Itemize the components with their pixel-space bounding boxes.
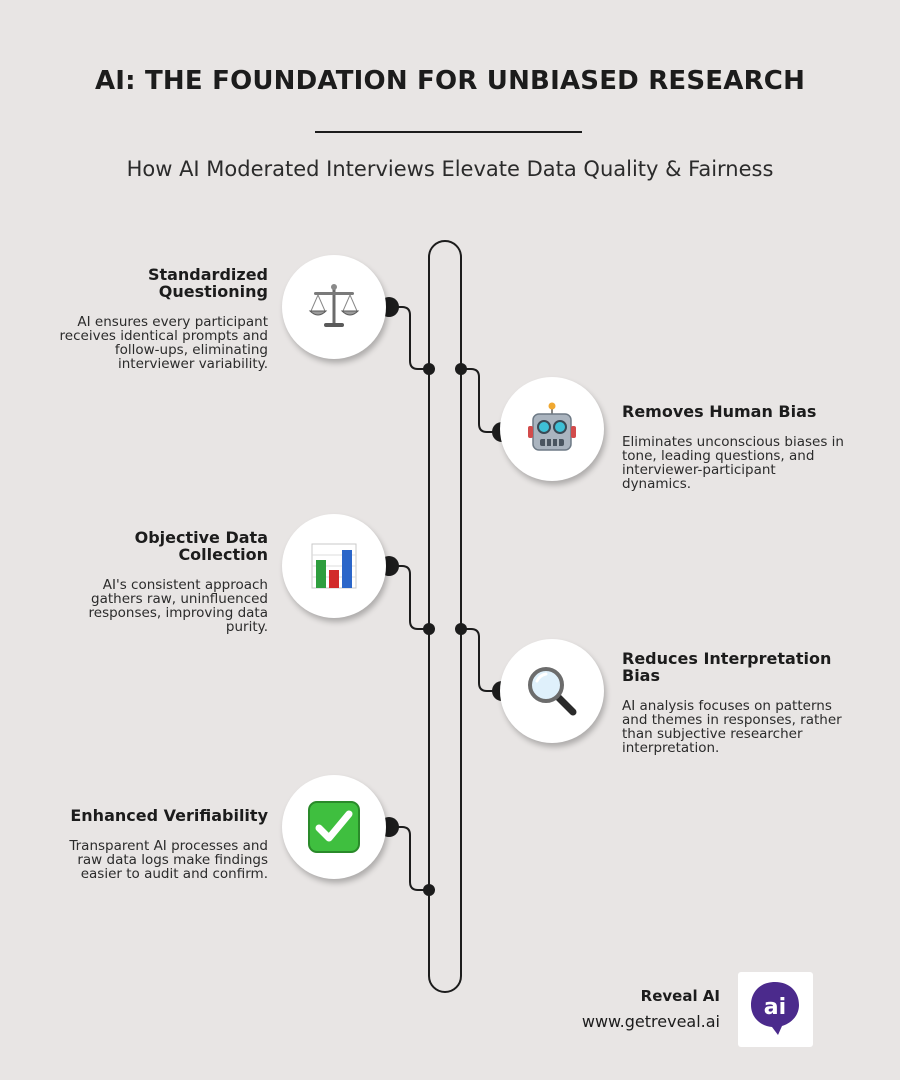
connector-3-joint [423, 623, 435, 635]
item-3-icon-circle [282, 514, 386, 618]
item-title: Removes Human Bias [622, 402, 817, 421]
item-5-icon-circle [282, 775, 386, 879]
item-title: Enhanced Verifiability [70, 806, 268, 825]
item-title: Standardized Questioning [147, 265, 268, 301]
connector-2-joint [455, 363, 467, 375]
brand-name: Reveal AI [640, 987, 720, 1005]
connector-5-joint [423, 884, 435, 896]
item-1-icon-circle [282, 255, 386, 359]
item-description: AI analysis focuses on patterns and themes in responses, rather than subjective researcher interpretation. [622, 698, 842, 756]
logo-icon [738, 972, 813, 1047]
item-description: Eliminates unconscious biases in tone, leading questions, and interviewer-participant dynamics. [622, 434, 844, 492]
item-description: AI ensures every participant receives identical prompts and follow-ups, eliminating interviewer variability. [59, 314, 268, 372]
magnifier-icon [524, 663, 580, 719]
item-enhanced-verifiability [50, 807, 268, 881]
item-description: AI's consistent approach gathers raw, uninfluenced responses, improving data purity. [88, 577, 268, 635]
item-standardized-questioning [50, 266, 268, 371]
bar-chart-icon [306, 538, 362, 594]
connector-3 [389, 566, 429, 629]
brand-logo [738, 972, 813, 1047]
item-description: Transparent AI processes and raw data logs make findings easier to audit and confirm. [69, 838, 268, 882]
connector-1-joint [423, 363, 435, 375]
page-title: AI: THE FOUNDATION FOR UNBIASED RESEARCH [94, 66, 806, 96]
brand-url[interactable]: www.getreveal.ai [581, 1012, 720, 1031]
page-subtitle: How AI Moderated Interviews Elevate Data Quality & Fairness [126, 157, 774, 181]
item-2-icon-circle [500, 377, 604, 481]
item-removes-human-bias [622, 403, 844, 491]
item-reduces-interpretation-bias [622, 650, 844, 755]
connector-4-joint [455, 623, 467, 635]
timeline-track [429, 241, 461, 992]
connector-2 [461, 369, 502, 432]
scales-icon [306, 279, 362, 335]
item-title: Objective Data Collection [134, 528, 268, 564]
connector-5 [389, 827, 429, 890]
connector-4 [461, 629, 502, 691]
connector-1 [389, 307, 429, 369]
check-box-icon [306, 799, 362, 855]
logo-text: ai [763, 995, 787, 1020]
item-4-icon-circle [500, 639, 604, 743]
robot-icon [524, 401, 580, 457]
item-objective-data-collection [50, 529, 268, 634]
item-title: Reduces Interpretation Bias [622, 649, 832, 685]
